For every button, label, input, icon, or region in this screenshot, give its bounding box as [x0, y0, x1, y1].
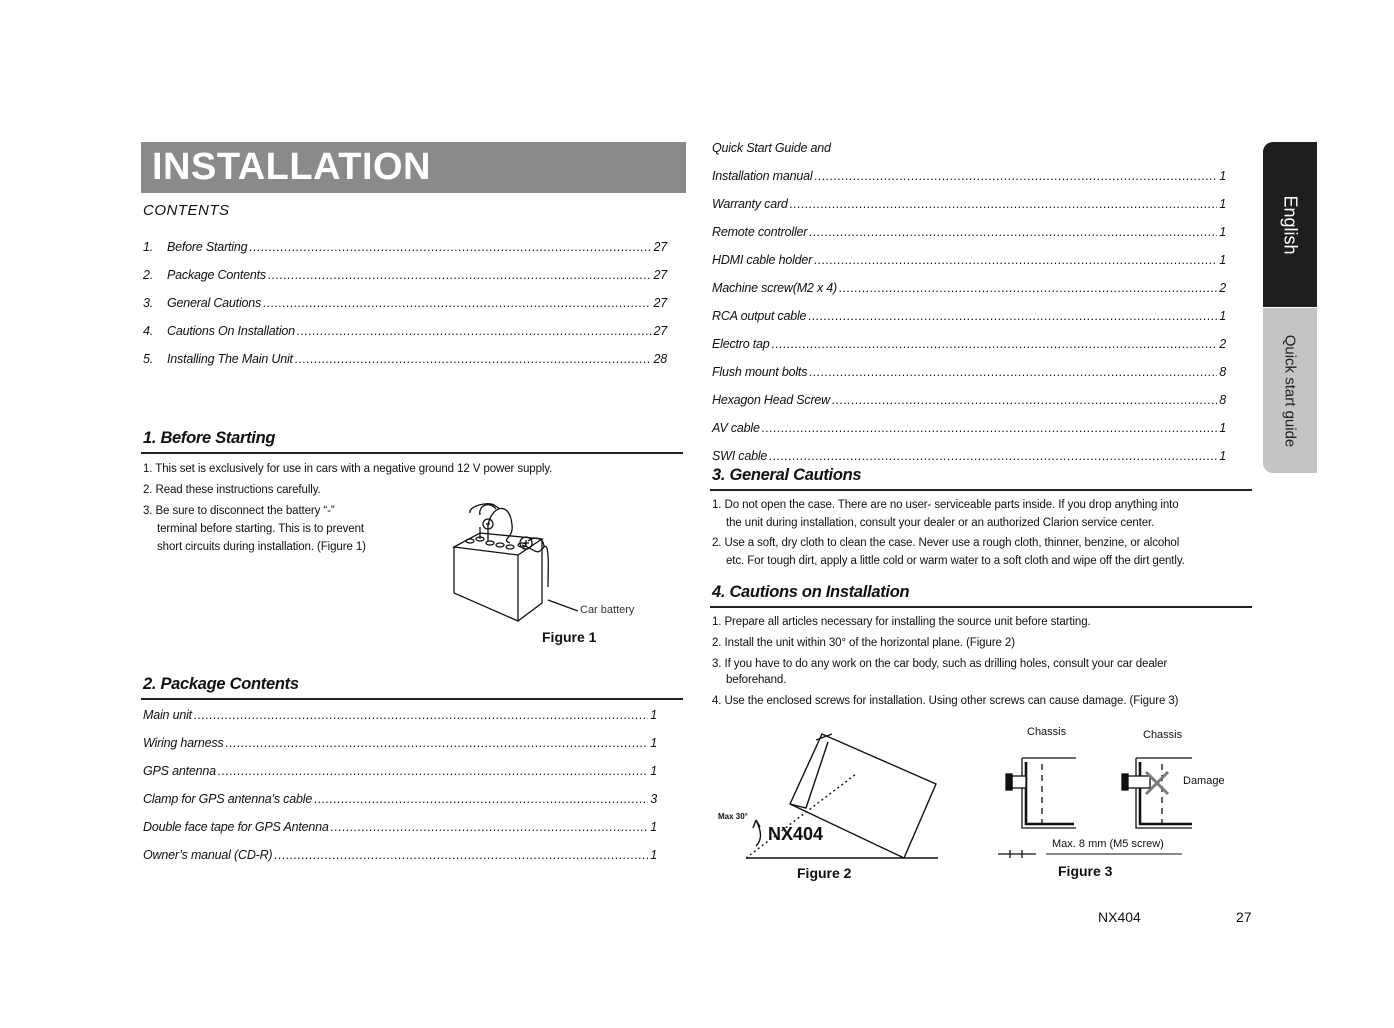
package-contents-heading: 2. Package Contents [143, 675, 299, 693]
toc-item [143, 240, 667, 268]
cautions-installation-body [712, 613, 1252, 710]
package-item-qty: 1 [650, 708, 657, 722]
toc-leader [249, 240, 651, 254]
package-item [712, 169, 1226, 197]
package-item-qty: 3 [650, 792, 657, 806]
package-item-label: AV cable [712, 421, 760, 435]
page-number: 27 [1236, 909, 1252, 925]
quick-start-guide-tab[interactable] [1263, 308, 1317, 473]
package-item [712, 365, 1226, 393]
install-item-3-line2: beforehand. [726, 674, 787, 686]
max-screw-label: Max. 8 mm (M5 screw) [1052, 838, 1164, 850]
caution-item-1-line2: the unit during installation, consult your dealer or an authorized Clarion service center. [726, 517, 1155, 529]
package-item-leader [832, 393, 1217, 407]
package-item-qty: 1 [1219, 421, 1226, 435]
package-item-leader [218, 764, 648, 778]
toc-label: Installing The Main Unit [167, 352, 293, 366]
caution-item-2-line1: 2. Use a soft, dry cloth to clean the case. Never use a rough cloth, thinner, benzine, or alcohol [712, 537, 1180, 549]
package-item-leader [762, 421, 1217, 435]
section-rule [141, 452, 683, 454]
package-item-leader [814, 253, 1217, 267]
before-starting-heading: 1. Before Starting [143, 429, 276, 447]
package-item-qty: 1 [650, 820, 657, 834]
package-item [143, 708, 657, 736]
toc-leader [297, 324, 652, 338]
package-item [712, 337, 1226, 365]
page-title: INSTALLATION [152, 146, 431, 188]
figure-1-caption: Figure 1 [542, 629, 597, 645]
package-item-qty: 1 [1219, 449, 1226, 463]
toc-num: 3. [143, 296, 154, 310]
package-item [712, 309, 1226, 337]
package-item-leader [194, 708, 648, 722]
chassis-label-2: Chassis [1143, 729, 1183, 741]
footer-model: NX404 [1098, 909, 1141, 925]
package-item-label: HDMI cable holder [712, 253, 813, 267]
package-item-leader [772, 337, 1218, 351]
nx404-unit-label: NX404 [768, 824, 824, 844]
package-item-leader [790, 197, 1218, 211]
installation-angle-illustration [716, 728, 946, 863]
install-item-2: 2. Install the unit within 30° of the horizontal plane. (Figure 2) [712, 637, 1015, 649]
package-item-qty: 1 [1219, 309, 1226, 323]
package-item [143, 736, 657, 764]
package-item-leader [808, 309, 1217, 323]
package-left-list [143, 708, 657, 876]
package-item-leader [814, 169, 1217, 183]
toc-label: Cautions On Installation [167, 324, 295, 338]
package-item [712, 197, 1226, 225]
package-item-leader [314, 792, 648, 806]
section-rule [141, 698, 683, 700]
toc-page: 28 [653, 352, 667, 366]
package-item-qty: 1 [650, 764, 657, 778]
caution-item-1-line1: 1. Do not open the case. There are no user- serviceable parts inside. If you drop anything into [712, 499, 1179, 511]
toc-page: 27 [653, 240, 667, 254]
package-item-qty: 2 [1219, 281, 1226, 295]
package-item-label: Owner’s manual (CD-R) [143, 848, 273, 862]
package-item [143, 764, 657, 792]
toc-page: 27 [653, 268, 667, 282]
package-item-leader [225, 736, 648, 750]
max-30-label: Max 30° [718, 812, 748, 821]
package-item-qty: 1 [1219, 253, 1226, 267]
package-item-label: Remote controller [712, 225, 808, 239]
contents-heading: CONTENTS [143, 202, 230, 219]
install-item-3-line1: 3. If you have to do any work on the car body, such as drilling holes, consult your car dealer [712, 658, 1168, 670]
package-item-leader [274, 848, 648, 862]
toc-label: Before Starting [167, 240, 248, 254]
general-cautions-body [712, 496, 1252, 570]
package-item-qty: 1 [1219, 197, 1226, 211]
package-item [712, 281, 1226, 309]
before-item-1: 1. This set is exclusively for use in cars with a negative ground 12 V power supply. [143, 463, 553, 475]
package-item-qty: 2 [1219, 337, 1226, 351]
toc-item [143, 296, 667, 324]
toc-page: 27 [653, 324, 667, 338]
before-item-3-line3: short circuits during installation. (Figure 1) [157, 541, 366, 553]
cautions-installation-heading: 4. Cautions on Installation [712, 583, 910, 601]
package-right-intro: Quick Start Guide and [712, 141, 831, 155]
toc-num: 2. [143, 268, 154, 282]
chassis-label-1: Chassis [1027, 726, 1067, 738]
caution-item-2-line2: etc. For tough dirt, apply a little cold or warm water to a soft cloth and wipe off the dirt gently. [726, 555, 1185, 567]
install-item-1: 1. Prepare all articles necessary for installing the source unit before starting. [712, 616, 1091, 628]
package-item-label: Main unit [143, 708, 192, 722]
install-item-4: 4. Use the enclosed screws for installation. Using other screws can cause damage. (Figure 3) [712, 695, 1179, 707]
package-item-label: Warranty card [712, 197, 788, 211]
package-item-label: Installation manual [712, 169, 813, 183]
package-item-label: Hexagon Head Screw [712, 393, 830, 407]
package-item-label: RCA output cable [712, 309, 807, 323]
package-item [712, 421, 1226, 449]
toc-item [143, 324, 667, 352]
package-item [143, 848, 657, 876]
package-item-leader [331, 820, 649, 834]
package-item-qty: 1 [1219, 169, 1226, 183]
toc-item [143, 352, 667, 380]
package-item-label: Clamp for GPS antenna’s cable [143, 792, 313, 806]
toc-leader [263, 296, 651, 310]
before-item-2: 2. Read these instructions carefully. [143, 484, 321, 496]
package-item [143, 820, 657, 848]
toc-page: 27 [653, 296, 667, 310]
toc-leader [295, 352, 652, 366]
package-item-leader [839, 281, 1217, 295]
language-tab[interactable] [1263, 142, 1317, 307]
package-item-qty: 8 [1219, 393, 1226, 407]
section-rule [710, 606, 1252, 608]
package-item [712, 225, 1226, 253]
toc-item [143, 268, 667, 296]
toc-leader [268, 268, 652, 282]
package-item-leader [809, 365, 1217, 379]
quick-start-guide-tab-label: Quick start guide [1281, 334, 1299, 447]
package-right-list [712, 169, 1226, 469]
package-item [712, 393, 1226, 421]
contents-list [143, 240, 667, 380]
toc-num: 4. [143, 324, 154, 338]
package-item-label: SWI cable [712, 449, 768, 463]
package-item-leader [769, 449, 1217, 463]
package-item-label: GPS antenna [143, 764, 216, 778]
car-battery-label: Car battery [580, 604, 635, 616]
package-item-qty: 8 [1219, 365, 1226, 379]
package-item-label: Flush mount bolts [712, 365, 808, 379]
figure-3-caption: Figure 3 [1058, 863, 1113, 879]
package-item-qty: 1 [650, 848, 657, 862]
damage-label: Damage [1183, 775, 1225, 787]
package-item-leader [809, 225, 1217, 239]
toc-num: 1. [143, 240, 154, 254]
toc-num: 5. [143, 352, 154, 366]
section-rule [710, 489, 1252, 491]
package-item [143, 792, 657, 820]
package-item-label: Wiring harness [143, 736, 224, 750]
package-item-label: Electro tap [712, 337, 770, 351]
language-tab-label: English [1280, 194, 1301, 255]
package-item [712, 253, 1226, 281]
general-cautions-heading: 3. General Cautions [712, 466, 862, 484]
before-item-3-line2: terminal before starting. This is to prevent [157, 523, 364, 535]
title-bar [141, 142, 686, 193]
package-item-label: Double face tape for GPS Antenna [143, 820, 329, 834]
figure-2-caption: Figure 2 [797, 865, 852, 881]
before-item-3-line1: 3. Be sure to disconnect the battery “-” [143, 505, 335, 517]
toc-label: Package Contents [167, 268, 266, 282]
package-item-label: Machine screw(M2 x 4) [712, 281, 837, 295]
toc-label: General Cautions [167, 296, 262, 310]
package-item-qty: 1 [1219, 225, 1226, 239]
package-item-qty: 1 [650, 736, 657, 750]
